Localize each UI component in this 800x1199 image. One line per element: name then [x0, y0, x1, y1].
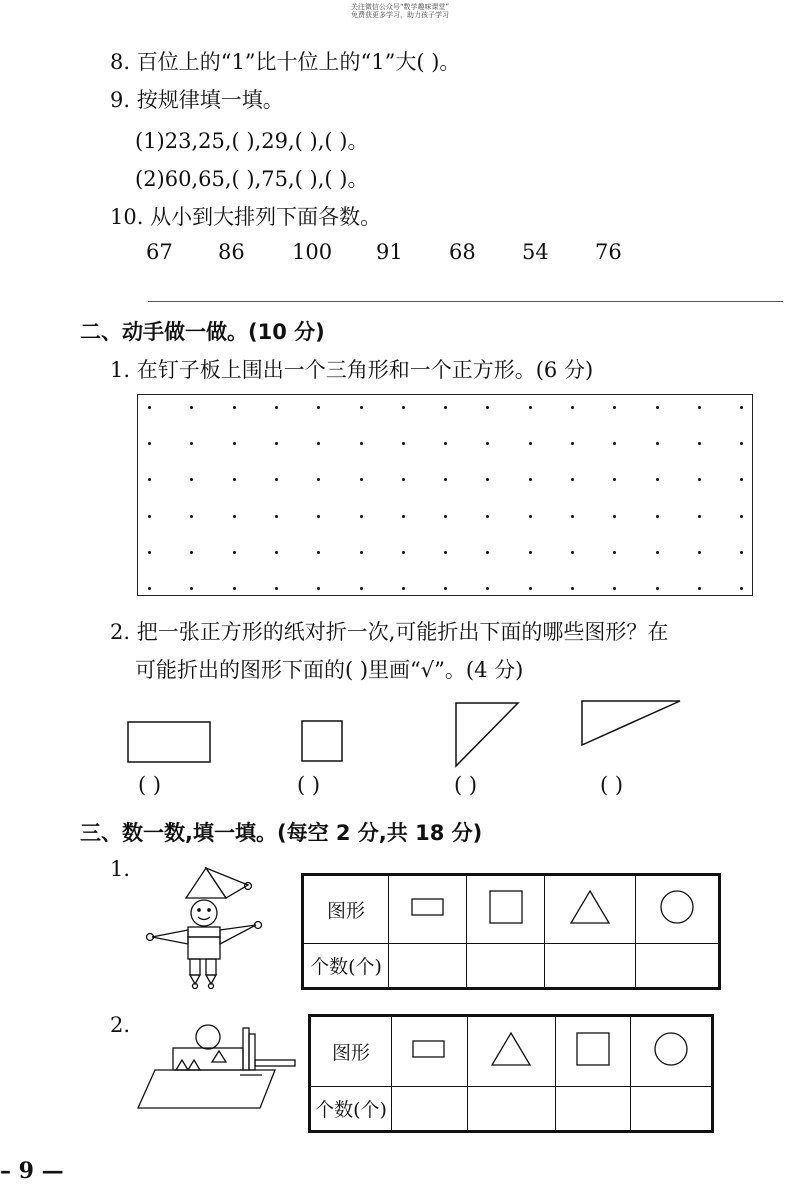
table-2-count-input[interactable] — [392, 1086, 468, 1131]
number-91: 91 — [376, 240, 403, 264]
table-1-shape-cell — [389, 875, 467, 944]
number-67: 67 — [146, 240, 173, 264]
answer-paren-1[interactable]: ( ) — [138, 773, 162, 797]
table-1-shape-row — [303, 875, 720, 944]
page-number: – 9 — — [0, 1158, 64, 1184]
table-2-shape-cell — [392, 1016, 468, 1087]
triangle-icon — [490, 1031, 532, 1067]
number-68: 68 — [449, 240, 476, 264]
answer-paren-2[interactable]: ( ) — [297, 773, 321, 797]
circle-icon — [652, 1030, 690, 1068]
square-icon — [488, 889, 524, 925]
problem-2-label: 2. — [110, 1013, 131, 1037]
section-2-question-1: 1. 在钉子板上围出一个三角形和一个正方形。(6 分) — [110, 358, 594, 382]
count-table-1 — [301, 873, 721, 990]
table-1-shape-cell — [467, 875, 545, 944]
table-2-count-input[interactable] — [467, 1086, 555, 1131]
question-9-2: (2)60,65,( ),75,( ),( )。 — [135, 167, 369, 191]
number-100: 100 — [292, 240, 333, 264]
number-86: 86 — [218, 240, 245, 264]
table-2-shape-cell — [631, 1016, 713, 1087]
circle-icon — [658, 888, 696, 926]
table-1-count-input[interactable] — [635, 944, 719, 989]
question-8: 8. 百位上的“1”比十位上的“1”大( )。 — [110, 50, 461, 74]
table-2-count-label: 个数(个) — [310, 1086, 392, 1131]
rectangle-icon — [411, 1038, 447, 1060]
number-54: 54 — [522, 240, 549, 264]
table-1-count-input[interactable] — [389, 944, 467, 989]
count-table-2 — [308, 1014, 714, 1133]
table-2-count-row — [310, 1086, 713, 1131]
number-76: 76 — [595, 240, 622, 264]
question-9: 9. 按规律填一填。 — [110, 88, 284, 112]
table-2-count-input[interactable] — [555, 1086, 631, 1131]
answer-paren-4[interactable]: ( ) — [600, 773, 624, 797]
table-1-count-input[interactable] — [545, 944, 636, 989]
section-2-question-2-line-2: 可能折出的图形下面的( )里画“√”。(4 分) — [135, 658, 524, 682]
rectangle-icon — [410, 896, 446, 918]
question-10: 10. 从小到大排列下面各数。 — [110, 205, 382, 229]
table-2-shape-cell — [555, 1016, 631, 1087]
table-2-shape-label: 图形 — [310, 1016, 392, 1087]
table-1-count-label: 个数(个) — [303, 944, 389, 989]
section-2-title: 二、动手做一做。(10 分) — [80, 320, 325, 344]
header-line-1: 关注微信公众号“数学趣味课堂” — [350, 3, 450, 11]
table-2-shape-cell — [467, 1016, 555, 1087]
section-2-question-2-line-1: 2. 把一张正方形的纸对折一次,可能折出下面的哪些图形？在 — [110, 620, 669, 644]
section-3-title: 三、数一数,填一填。(每空 2 分,共 18 分) — [80, 821, 483, 845]
table-1-shape-cell — [545, 875, 636, 944]
question-9-1: (1)23,25,( ),29,( ),( )。 — [135, 129, 369, 153]
table-1-shape-label: 图形 — [303, 875, 389, 944]
table-1-count-input[interactable] — [467, 944, 545, 989]
header-line-2: 免费获更多学习，助力孩子学习 — [351, 11, 449, 19]
table-2-shape-row — [310, 1016, 713, 1087]
table-2-count-input[interactable] — [631, 1086, 713, 1131]
answer-paren-3[interactable]: ( ) — [454, 773, 478, 797]
table-1-shape-cell — [635, 875, 719, 944]
table-1-count-row — [303, 944, 720, 989]
square-icon — [575, 1031, 611, 1067]
problem-1-label: 1. — [110, 857, 131, 881]
triangle-icon — [569, 889, 611, 925]
